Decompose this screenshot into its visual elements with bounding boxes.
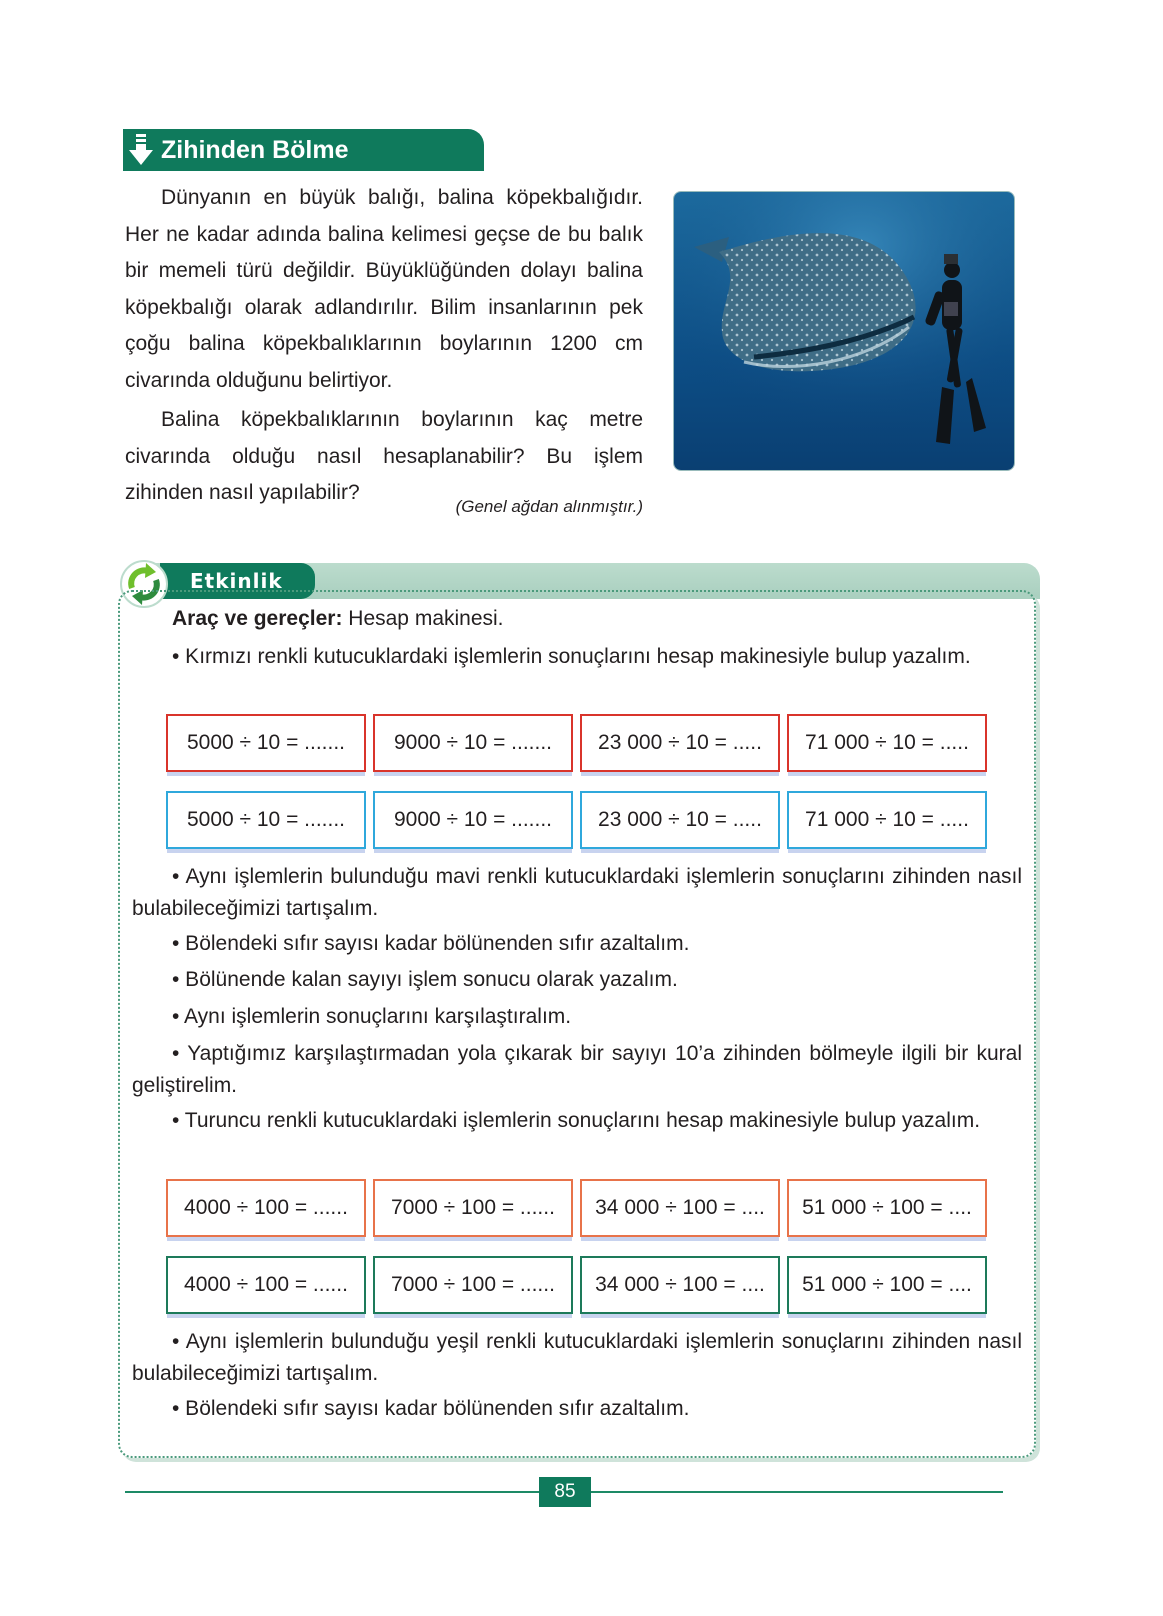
blue-op-box: 5000 ÷ 10 = .......: [166, 791, 366, 849]
red-op-box: 71 000 ÷ 10 = .....: [787, 714, 987, 772]
blue-op-box: 23 000 ÷ 10 = .....: [580, 791, 780, 849]
source-caption: (Genel ağdan alınmıştır.): [455, 497, 643, 516]
bullet-8: • Aynı işlemlerin bulunduğu yeşil renkli kutucuklardaki işlemlerin sonuçlarını zihinden nasıl bulabileceğimizi tartışalım.: [132, 1330, 1022, 1385]
bullet-5: • Aynı işlemlerin sonuçlarını karşılaştıralım.: [172, 1005, 572, 1028]
tools-line: [132, 603, 1022, 635]
footer-rule-right: [591, 1491, 1003, 1493]
orange-op-box: 4000 ÷ 100 = ......: [166, 1179, 366, 1237]
orange-op-box: 34 000 ÷ 100 = ....: [580, 1179, 780, 1237]
intro-text: [125, 180, 643, 512]
blue-op-box: 9000 ÷ 10 = .......: [373, 791, 573, 849]
tools-value: Hesap makinesi.: [342, 607, 504, 630]
blue-op-box: 71 000 ÷ 10 = .....: [787, 791, 987, 849]
bullet-1: • Kırmızı renkli kutucuklardaki işlemlerin sonuçlarını hesap makinesiyle bulup yazalım.: [172, 645, 971, 668]
bullet-6: • Yaptığımız karşılaştırmadan yola çıkarak bir sayıyı 10’a zihinden bölmeyle ilgili bir kural geliştirelim.: [132, 1042, 1022, 1097]
bullet-2: • Aynı işlemlerin bulunduğu mavi renkli kutucuklardaki işlemlerin sonuçlarını zihinden nasıl bulabileceğimizi tartışalım.: [132, 865, 1022, 920]
intro-paragraph-2: Balina köpekbalıklarının boylarının kaç metre civarında olduğu nasıl hesaplanabilir? Bu işlem zihinden nasıl yapılabilir?: [125, 408, 643, 504]
activity-label: Etkinlik: [190, 569, 283, 593]
orange-op-box: 7000 ÷ 100 = ......: [373, 1179, 573, 1237]
arrow-down-icon: [127, 132, 155, 168]
red-op-box: 23 000 ÷ 10 = .....: [580, 714, 780, 772]
footer-rule-left: [125, 1491, 539, 1493]
bullet-7: • Turuncu renkli kutucuklardaki işlemlerin sonuçlarını hesap makinesiyle bulup yazalım.: [172, 1109, 981, 1132]
section-header: [123, 129, 484, 171]
green-op-box: 4000 ÷ 100 = ......: [166, 1256, 366, 1314]
bullet-4: • Bölünende kalan sayıyı işlem sonucu olarak yazalım.: [172, 968, 678, 991]
bullet-9: • Bölendeki sıfır sayısı kadar bölünenden sıfır azaltalım.: [172, 1397, 690, 1420]
green-op-box: 51 000 ÷ 100 = ....: [787, 1256, 987, 1314]
orange-op-box: 51 000 ÷ 100 = ....: [787, 1179, 987, 1237]
intro-paragraph-1: Dünyanın en büyük balığı, balina köpekbalığıdır. Her ne kadar adında balina kelimesi geçse de bu balık bir memeli türü değildir. Büyüklüğünden dolayı balina köpekbalığı olarak adlandırılır. Bilim insanlarının pek çoğu balina köpekbalıklarının boylarının 1200 cm civarında olduğunu belirtiyor.: [125, 186, 643, 392]
red-op-box: 5000 ÷ 10 = .......: [166, 714, 366, 772]
tools-label: Araç ve gereçler:: [172, 607, 343, 630]
green-op-box: 7000 ÷ 100 = ......: [373, 1256, 573, 1314]
bullet-3: • Bölendeki sıfır sayısı kadar bölünenden sıfır azaltalım.: [172, 932, 690, 955]
red-op-box: 9000 ÷ 10 = .......: [373, 714, 573, 772]
green-op-box: 34 000 ÷ 100 = ....: [580, 1256, 780, 1314]
page-number: 85: [539, 1477, 591, 1507]
section-title: Zihinden Bölme: [161, 135, 349, 164]
whale-shark-photo: [673, 191, 1015, 471]
